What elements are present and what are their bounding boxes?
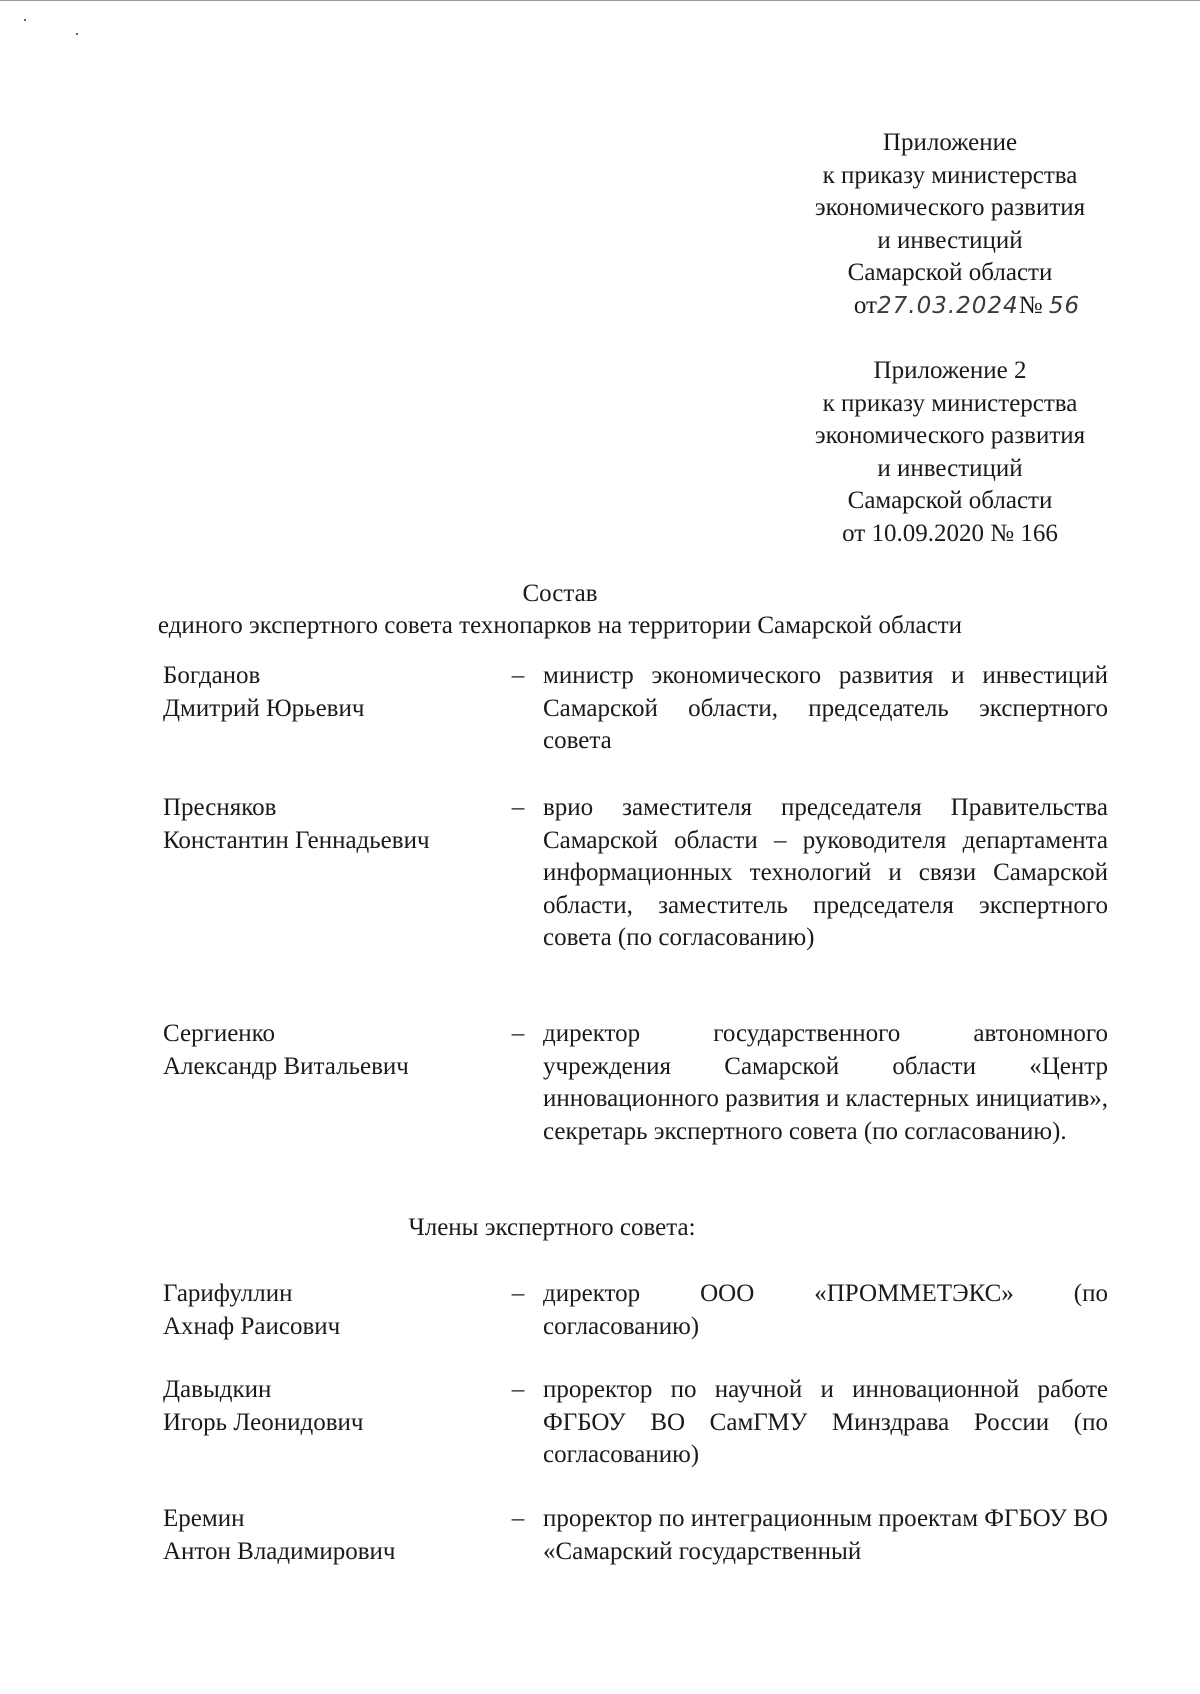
person-given-names: Дмитрий Юрьевич <box>163 694 365 722</box>
number-prefix: № <box>1018 291 1043 319</box>
person-role: директор государственного автономного учреждения Самарской области «Центр инновационного развития и кластерных инициатив», секретарь экспертного совета (по согласованию). <box>543 1020 1108 1145</box>
person-name <box>163 1018 493 1083</box>
person-role: врио заместителя председателя Правительства Самарской области – руководителя департамента информационных технологий и связи Самарской области, заместитель председателя экспертного совета (по согласованию) <box>543 794 1108 951</box>
appendix-line: Приложение 2 <box>873 357 1027 384</box>
appendix-line: экономического развития <box>814 194 1086 221</box>
person-name <box>163 792 493 857</box>
members-heading: Члены экспертного совета: <box>408 1214 696 1241</box>
scan-speck <box>24 19 26 21</box>
person-surname: Сергиенко <box>163 1020 276 1047</box>
appendix-line: экономического развития <box>814 422 1086 449</box>
entry-dash: – <box>511 1376 525 1403</box>
document-title: Состав <box>522 580 598 607</box>
appendix-line: Самарской области <box>847 487 1053 514</box>
person-surname: Гарифуллин <box>163 1280 293 1307</box>
person-role: министр экономического развития и инвестиций Самарской области, председатель экспертного совета <box>543 662 1108 754</box>
page-top-border <box>0 0 1200 1</box>
person-name <box>163 660 493 725</box>
appendix-header-current <box>770 127 1130 322</box>
entry-dash: – <box>511 662 525 689</box>
person-surname: Богданов <box>163 662 261 689</box>
person-surname: Давыдкин <box>163 1376 272 1403</box>
handwritten-date: 27.03.2024 <box>877 292 1019 319</box>
entry-dash: – <box>511 1020 525 1047</box>
appendix-line: Самарской области <box>847 259 1053 286</box>
person-given-names: Ахнаф Раисович <box>163 1312 341 1340</box>
appendix-line: и инвестиций <box>877 454 1023 482</box>
person-name <box>163 1278 493 1343</box>
appendix-header-original <box>770 355 1130 550</box>
person-given-names: Игорь Леонидович <box>163 1408 364 1436</box>
person-surname: Пресняков <box>163 794 277 821</box>
person-role: проректор по научной и инновационной работе ФГБОУ ВО СамГМУ Минздрава России (по согласованию) <box>543 1376 1108 1468</box>
person-name <box>163 1503 493 1568</box>
appendix-line: и инвестиций <box>877 226 1023 254</box>
person-role: проректор по интеграционным проектам ФГБОУ ВО «Самарский государственный <box>543 1505 1108 1565</box>
appendix-line: к приказу министерства <box>822 389 1078 417</box>
person-given-names: Антон Владимирович <box>163 1537 396 1565</box>
appendix-line: к приказу министерства <box>822 161 1078 189</box>
date-prefix: от <box>853 291 877 319</box>
appendix-line: Приложение <box>882 129 1018 156</box>
person-role: директор ООО «ПРОММЕТЭКС» (по согласованию) <box>543 1280 1108 1340</box>
person-name <box>163 1374 493 1439</box>
entry-dash: – <box>511 794 525 821</box>
scan-speck <box>76 33 78 35</box>
person-given-names: Александр Витальевич <box>163 1052 409 1080</box>
document-subtitle: единого экспертного совета технопарков на территории Самарской области <box>157 612 963 639</box>
handwritten-number: 56 <box>1048 292 1081 319</box>
person-given-names: Константин Геннадьевич <box>163 826 430 854</box>
entry-dash: – <box>511 1280 525 1307</box>
person-surname: Еремин <box>163 1505 245 1532</box>
appendix-line: от 10.09.2020 № 166 <box>842 519 1058 547</box>
entry-dash: – <box>511 1505 525 1532</box>
appendix-date-line <box>770 290 1130 323</box>
